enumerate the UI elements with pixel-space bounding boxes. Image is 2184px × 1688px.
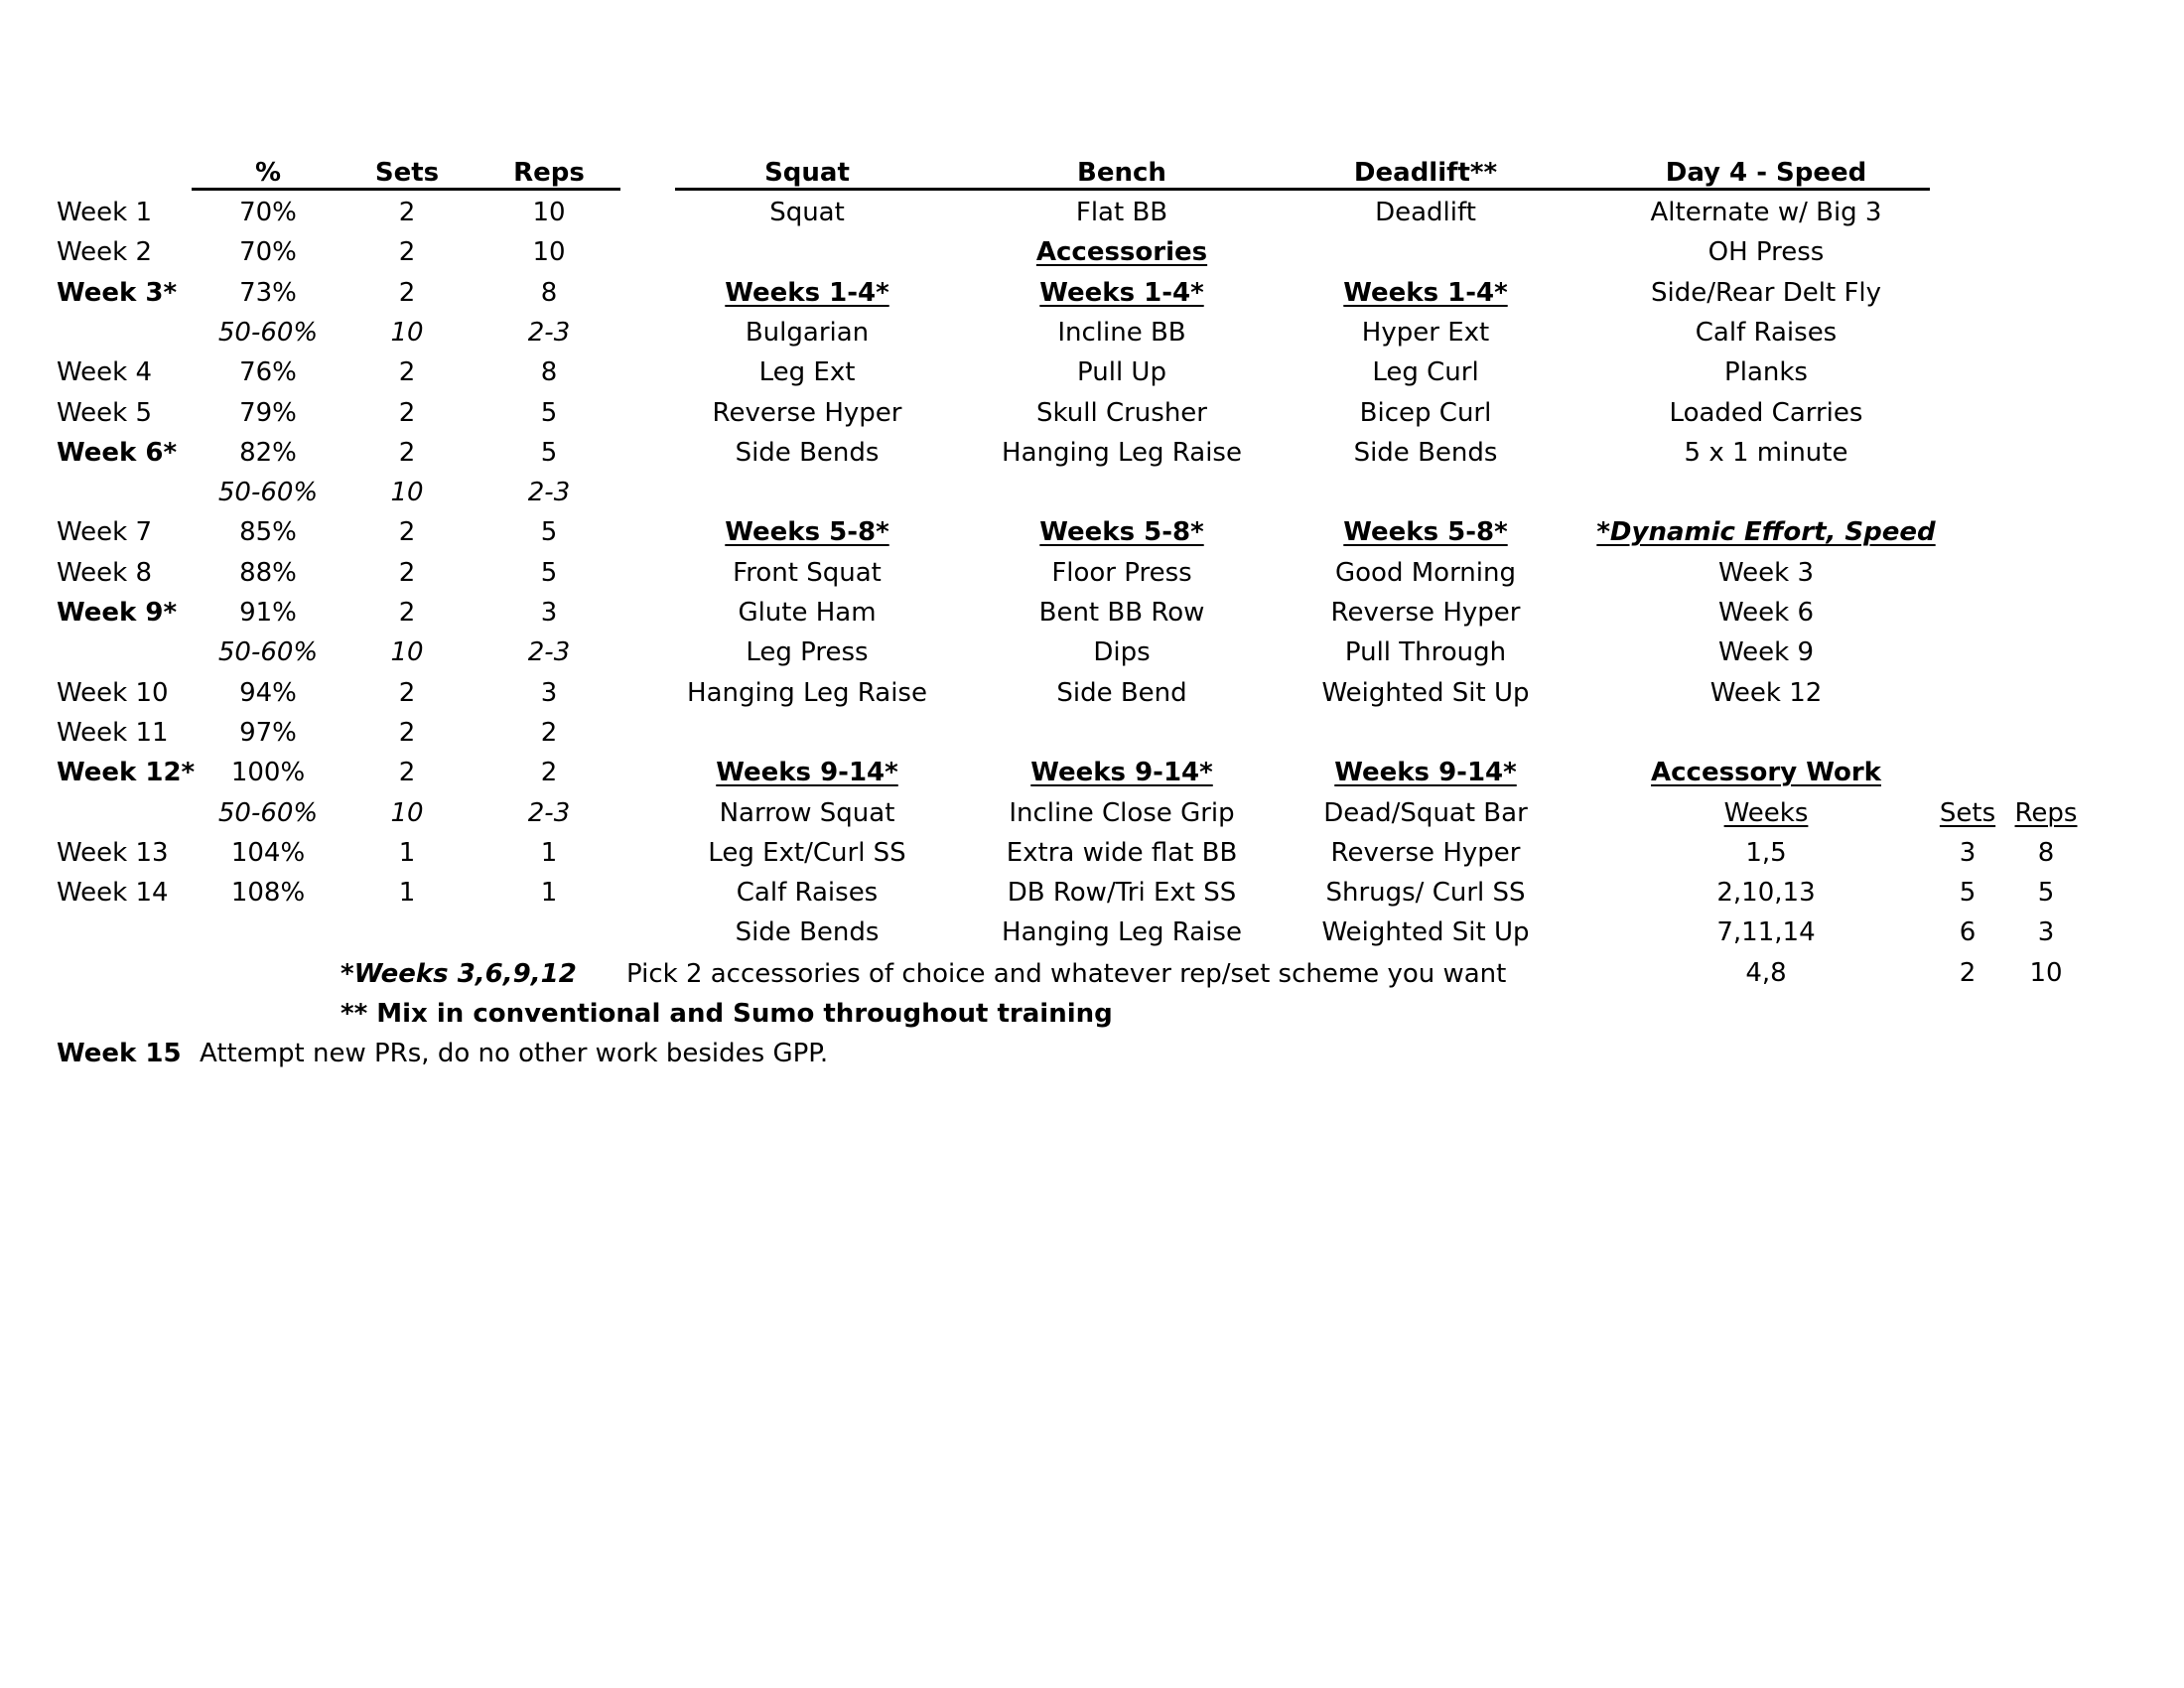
week15-label: Week 15 bbox=[57, 1039, 182, 1068]
week15-text: Attempt new PRs, do no other work besides GPP. bbox=[200, 1039, 829, 1068]
week-label: Week 5 bbox=[57, 398, 153, 428]
bench-cell: DB Row/Tri Ext SS bbox=[1007, 878, 1237, 908]
deadlift-cell: Good Morning bbox=[1335, 558, 1516, 588]
deadlift-cell: Weeks 9-14* bbox=[1334, 758, 1517, 787]
speed-cell: Planks bbox=[1724, 357, 1808, 387]
squat-cell: Front Squat bbox=[733, 558, 882, 588]
reps-cell: 1 bbox=[540, 878, 558, 908]
bench-cell: Flat BB bbox=[1075, 198, 1168, 227]
percent-cell: 108% bbox=[230, 878, 306, 908]
bench-cell: Floor Press bbox=[1051, 558, 1192, 588]
weeks-note-text: Pick 2 accessories of choice and whatever rep/set scheme you want bbox=[626, 959, 1507, 989]
sets-cell: 2 bbox=[398, 718, 416, 748]
reps-cell: 3 bbox=[540, 598, 558, 628]
sets-cell: 10 bbox=[390, 637, 424, 667]
bench-cell: Pull Up bbox=[1077, 357, 1166, 387]
header-bench: Bench bbox=[1077, 158, 1166, 188]
squat-cell: Glute Ham bbox=[738, 598, 877, 628]
squat-cell: Hanging Leg Raise bbox=[687, 678, 927, 708]
percent-cell: 50-60% bbox=[217, 478, 319, 507]
deadlift-cell: Weeks 5-8* bbox=[1343, 517, 1508, 547]
accessory-reps-cell: 3 bbox=[2037, 917, 2055, 947]
header-deadlift: Deadlift** bbox=[1353, 158, 1498, 188]
sets-cell: 2 bbox=[398, 278, 416, 308]
percent-cell: 50-60% bbox=[217, 318, 319, 348]
bench-cell: Extra wide flat BB bbox=[1006, 838, 1238, 868]
mix-note: ** Mix in conventional and Sumo throughout training bbox=[341, 999, 1113, 1029]
header-reps: Reps bbox=[513, 158, 585, 188]
speed-cell: Weeks bbox=[1723, 798, 1809, 828]
weeks-note-label: *Weeks 3,6,9,12 bbox=[341, 959, 577, 989]
sets-cell: 2 bbox=[398, 678, 416, 708]
sets-cell: 2 bbox=[398, 438, 416, 468]
bench-cell: Incline BB bbox=[1057, 318, 1186, 348]
bench-cell: Side Bend bbox=[1056, 678, 1187, 708]
percent-cell: 70% bbox=[239, 237, 297, 267]
bench-cell: Hanging Leg Raise bbox=[1002, 438, 1242, 468]
sets-cell: 2 bbox=[398, 237, 416, 267]
percent-cell: 91% bbox=[239, 598, 297, 628]
week-label: Week 2 bbox=[57, 237, 153, 267]
accessory-header-reps: Reps bbox=[2014, 798, 2078, 828]
bench-cell: Weeks 1-4* bbox=[1039, 278, 1204, 308]
week-label: Week 14 bbox=[57, 878, 169, 908]
sets-cell: 2 bbox=[398, 517, 416, 547]
squat-cell: Squat bbox=[769, 198, 845, 227]
week-label: Week 7 bbox=[57, 517, 153, 547]
reps-cell: 2 bbox=[540, 758, 558, 787]
sets-cell: 2 bbox=[398, 598, 416, 628]
week-label: Week 10 bbox=[57, 678, 169, 708]
reps-cell: 5 bbox=[540, 517, 558, 547]
week-label: Week 6* bbox=[57, 438, 178, 468]
squat-cell: Weeks 1-4* bbox=[725, 278, 889, 308]
squat-cell: Weeks 5-8* bbox=[725, 517, 889, 547]
squat-cell: Leg Ext/Curl SS bbox=[708, 838, 906, 868]
sets-cell: 1 bbox=[398, 878, 416, 908]
speed-cell: Week 3 bbox=[1717, 558, 1815, 588]
reps-cell: 1 bbox=[540, 838, 558, 868]
sets-cell: 10 bbox=[390, 798, 424, 828]
deadlift-cell: Reverse Hyper bbox=[1330, 598, 1521, 628]
percent-cell: 50-60% bbox=[217, 637, 319, 667]
reps-cell: 2-3 bbox=[527, 318, 571, 348]
deadlift-cell: Deadlift bbox=[1375, 198, 1476, 227]
percent-cell: 76% bbox=[239, 357, 297, 387]
accessory-header-sets: Sets bbox=[1939, 798, 1996, 828]
speed-cell: 4,8 bbox=[1745, 958, 1787, 988]
week-label: Week 3* bbox=[57, 278, 178, 308]
week-label: Week 4 bbox=[57, 357, 153, 387]
squat-cell: Side Bends bbox=[735, 917, 880, 947]
week-label: Week 11 bbox=[57, 718, 169, 748]
bench-cell: Hanging Leg Raise bbox=[1002, 917, 1242, 947]
week-label: Week 1 bbox=[57, 198, 153, 227]
week-label: Week 8 bbox=[57, 558, 153, 588]
accessory-sets-cell: 3 bbox=[1959, 838, 1977, 868]
accessory-reps-cell: 5 bbox=[2037, 878, 2055, 908]
speed-cell: OH Press bbox=[1707, 237, 1825, 267]
reps-cell: 8 bbox=[540, 357, 558, 387]
reps-cell: 5 bbox=[540, 558, 558, 588]
deadlift-cell: Weeks 1-4* bbox=[1343, 278, 1508, 308]
squat-cell: Side Bends bbox=[735, 438, 880, 468]
squat-cell: Leg Press bbox=[746, 637, 869, 667]
sets-cell: 2 bbox=[398, 357, 416, 387]
header-percent: % bbox=[254, 158, 282, 188]
reps-cell: 2-3 bbox=[527, 637, 571, 667]
speed-cell: Side/Rear Delt Fly bbox=[1650, 278, 1882, 308]
week-label: Week 9* bbox=[57, 598, 178, 628]
sets-cell: 2 bbox=[398, 198, 416, 227]
squat-cell: Leg Ext bbox=[758, 357, 856, 387]
speed-cell: 1,5 bbox=[1745, 838, 1787, 868]
deadlift-cell: Weighted Sit Up bbox=[1321, 917, 1530, 947]
deadlift-cell: Reverse Hyper bbox=[1330, 838, 1521, 868]
percent-cell: 104% bbox=[230, 838, 306, 868]
speed-cell: Week 6 bbox=[1717, 598, 1815, 628]
deadlift-cell: Weighted Sit Up bbox=[1321, 678, 1530, 708]
percent-cell: 79% bbox=[239, 398, 297, 428]
header-sets: Sets bbox=[374, 158, 440, 188]
bench-cell: Weeks 9-14* bbox=[1030, 758, 1213, 787]
accessory-reps-cell: 10 bbox=[2029, 958, 2063, 988]
squat-cell: Reverse Hyper bbox=[712, 398, 902, 428]
reps-cell: 10 bbox=[532, 198, 566, 227]
week-label: Week 13 bbox=[57, 838, 169, 868]
bench-cell: Dips bbox=[1093, 637, 1151, 667]
header-squat: Squat bbox=[764, 158, 850, 188]
deadlift-cell: Side Bends bbox=[1353, 438, 1498, 468]
deadlift-cell: Leg Curl bbox=[1372, 357, 1479, 387]
bench-cell: Weeks 5-8* bbox=[1039, 517, 1204, 547]
squat-cell: Calf Raises bbox=[736, 878, 879, 908]
deadlift-cell: Bicep Curl bbox=[1359, 398, 1492, 428]
reps-cell: 5 bbox=[540, 438, 558, 468]
percent-cell: 100% bbox=[230, 758, 306, 787]
squat-cell: Narrow Squat bbox=[719, 798, 895, 828]
deadlift-cell: Pull Through bbox=[1344, 637, 1507, 667]
reps-cell: 2-3 bbox=[527, 798, 571, 828]
speed-cell: Alternate w/ Big 3 bbox=[1650, 198, 1882, 227]
speed-cell: 5 x 1 minute bbox=[1684, 438, 1848, 468]
reps-cell: 5 bbox=[540, 398, 558, 428]
sets-cell: 1 bbox=[398, 838, 416, 868]
squat-cell: Weeks 9-14* bbox=[716, 758, 898, 787]
sets-cell: 10 bbox=[390, 478, 424, 507]
sets-cell: 2 bbox=[398, 558, 416, 588]
speed-cell: Week 9 bbox=[1717, 637, 1815, 667]
deadlift-cell: Dead/Squat Bar bbox=[1323, 798, 1528, 828]
bench-cell: Accessories bbox=[1035, 237, 1208, 267]
accessory-reps-cell: 8 bbox=[2037, 838, 2055, 868]
sets-cell: 2 bbox=[398, 398, 416, 428]
deadlift-cell: Shrugs/ Curl SS bbox=[1325, 878, 1526, 908]
week-label: Week 12* bbox=[57, 758, 196, 787]
reps-cell: 3 bbox=[540, 678, 558, 708]
speed-cell: Calf Raises bbox=[1695, 318, 1838, 348]
reps-cell: 8 bbox=[540, 278, 558, 308]
sets-cell: 2 bbox=[398, 758, 416, 787]
accessory-sets-cell: 6 bbox=[1959, 917, 1977, 947]
bench-cell: Incline Close Grip bbox=[1009, 798, 1235, 828]
reps-cell: 10 bbox=[532, 237, 566, 267]
speed-cell: *Dynamic Effort, Speed bbox=[1596, 517, 1936, 547]
speed-cell: Loaded Carries bbox=[1669, 398, 1863, 428]
accessory-sets-cell: 5 bbox=[1959, 878, 1977, 908]
sets-cell: 10 bbox=[390, 318, 424, 348]
percent-cell: 97% bbox=[239, 718, 297, 748]
reps-cell: 2 bbox=[540, 718, 558, 748]
bench-cell: Bent BB Row bbox=[1038, 598, 1205, 628]
header-day4-speed: Day 4 - Speed bbox=[1665, 158, 1867, 188]
speed-cell: Week 12 bbox=[1709, 678, 1823, 708]
speed-cell: 7,11,14 bbox=[1716, 917, 1816, 947]
percent-cell: 85% bbox=[239, 517, 297, 547]
accessory-sets-cell: 2 bbox=[1959, 958, 1977, 988]
speed-cell: Accessory Work bbox=[1651, 758, 1881, 787]
percent-cell: 94% bbox=[239, 678, 297, 708]
deadlift-cell: Hyper Ext bbox=[1361, 318, 1490, 348]
percent-cell: 73% bbox=[239, 278, 297, 308]
bench-cell: Skull Crusher bbox=[1036, 398, 1207, 428]
reps-cell: 2-3 bbox=[527, 478, 571, 507]
percent-cell: 82% bbox=[239, 438, 297, 468]
percent-cell: 70% bbox=[239, 198, 297, 227]
squat-cell: Bulgarian bbox=[745, 318, 870, 348]
speed-cell: 2,10,13 bbox=[1716, 878, 1816, 908]
percent-cell: 50-60% bbox=[217, 798, 319, 828]
percent-cell: 88% bbox=[239, 558, 297, 588]
